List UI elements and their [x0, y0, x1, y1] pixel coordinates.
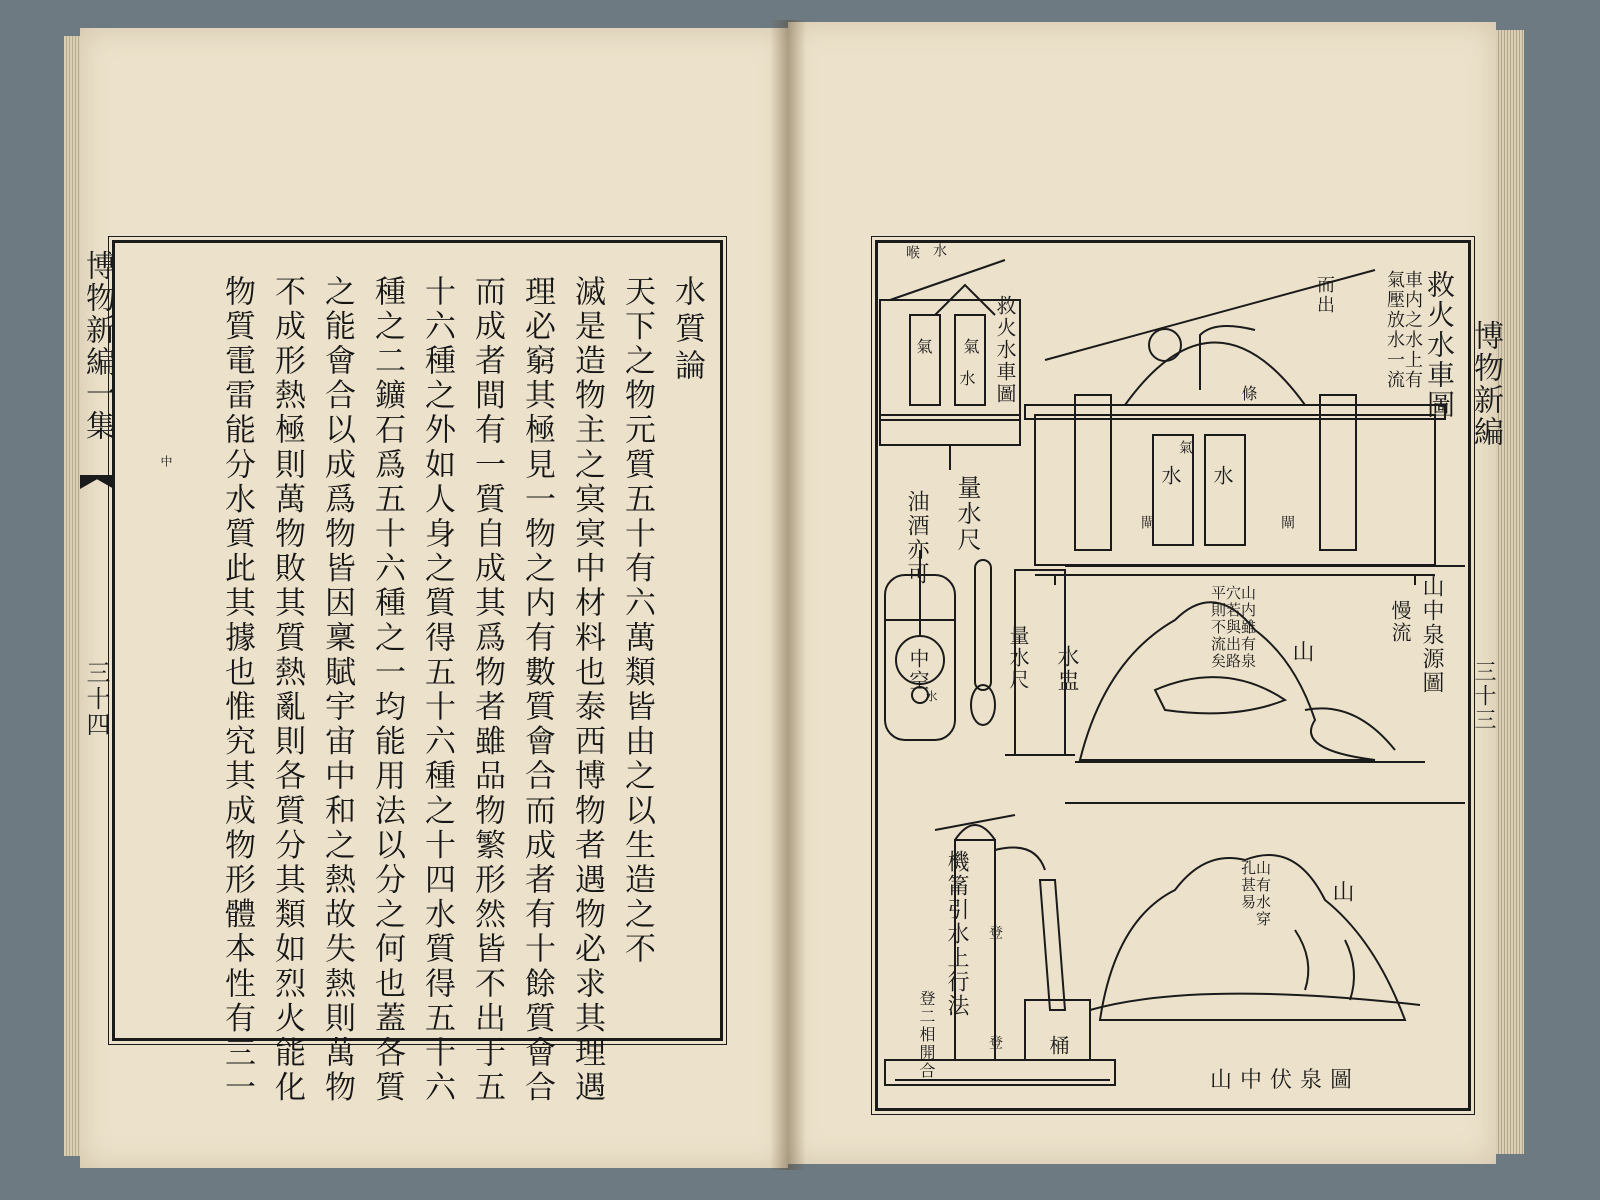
text-column: 天下之物元質五十有六萬類皆由之以生造之不: [619, 275, 655, 967]
left-page-number: 三十四: [82, 660, 110, 738]
gauge2-title: 量水尺: [1006, 625, 1030, 691]
gauge-note: 油酒亦可: [904, 490, 929, 586]
mountain-label: 山: [1329, 880, 1354, 904]
fire-engine-gate-label: 閘: [1279, 515, 1295, 531]
fire-engine-gate-label: 閘: [1139, 515, 1155, 531]
section-heading: 水質論: [669, 275, 705, 386]
cylinder-label: 水盅: [1054, 645, 1079, 693]
fire-engine-valve-label: 條: [1239, 385, 1258, 403]
fire-engine-out-label: 而出: [1314, 275, 1335, 315]
fire-engine-water-label: 水: [1210, 465, 1234, 487]
hidden-spring-title: 山中伏泉圖: [1210, 1068, 1361, 1093]
fire-engine-large-drawing: [1025, 270, 1445, 585]
pump-title: 機筩引水上行法: [944, 850, 969, 1018]
mountain-label: 山: [1289, 640, 1314, 664]
small-engine-throat-label: 喉: [904, 245, 920, 261]
small-engine-title: 救火水車圖: [993, 295, 1017, 405]
fire-engine-water-label: 水: [1158, 465, 1182, 487]
gauge-hollow-label: 中空: [906, 648, 930, 692]
small-engine-air-label: 氣: [961, 338, 980, 356]
text-column: 滅是造物主之㝠㝠中材料也泰西博物者遇物必求其理遇: [569, 275, 605, 1106]
figure-divider: [1065, 565, 1465, 567]
gauge-title: 量水尺: [953, 475, 981, 553]
book-gutter: [770, 20, 806, 1170]
fire-engine-note: 車内之水上有氣壓放水一流: [1384, 270, 1423, 390]
small-engine-air-label: 氣: [914, 338, 933, 356]
text-column: 物質電雷能分水質此其據也惟究其成物形體本性有三一: [219, 275, 255, 1106]
pump-valve-label: 登: [987, 1035, 1003, 1051]
fire-engine-air-label: 氣: [1177, 440, 1193, 456]
pump-note: 登二相開合: [917, 990, 936, 1080]
right-banxin: [1468, 30, 1506, 930]
text-columns: [140, 275, 710, 1106]
hidden-spring-note: 山有水穿孔甚易: [1239, 860, 1272, 928]
bucket-label: 桶: [1046, 1035, 1070, 1057]
left-banxin-mid: 中: [159, 455, 173, 469]
text-column: 而成者間有一質自成其爲物者雖品物繁形然皆不出于五: [469, 275, 505, 1106]
text-column: 十六種之外如人身之質得五十六種之十四水質得五十六: [419, 275, 455, 1106]
text-column: 之能會合以成爲物皆因稟賦宇宙中和之熱故失熱則萬物: [319, 275, 355, 1106]
left-banxin-title: 博物新編一集: [80, 250, 115, 442]
figure-divider: [1065, 802, 1465, 804]
pump-valve-label: 登: [987, 925, 1003, 941]
text-column: 理必窮其極見一物之内有數質會合而成者有十餘質會合: [519, 275, 555, 1106]
small-engine-water-label: 水: [957, 370, 976, 388]
left-banxin: [80, 240, 173, 1050]
small-engine-water-top-label: 水: [931, 243, 947, 259]
right-page-number: 三十三: [1471, 660, 1496, 732]
right-banxin-title: 博物新編: [1468, 320, 1503, 448]
fish-tail-mark: [80, 475, 114, 489]
fire-engine-title: 救火水車圖: [1423, 270, 1456, 420]
spring-note: 山内雖有泉穴若與出路平則不流矣: [1209, 585, 1257, 670]
text-column: 不成形熱極則萬物敗其質熱亂則各質分其類如烈火能化: [269, 275, 305, 1106]
text-column: 種之二鑛石爲五十六種之一均能用法以分之何也蓋各質: [369, 275, 405, 1106]
gauge-water-label: 水: [924, 690, 938, 704]
spring-flow-label: 慢流: [1388, 600, 1412, 644]
spring-source-title: 山中泉源圖: [1419, 575, 1444, 695]
